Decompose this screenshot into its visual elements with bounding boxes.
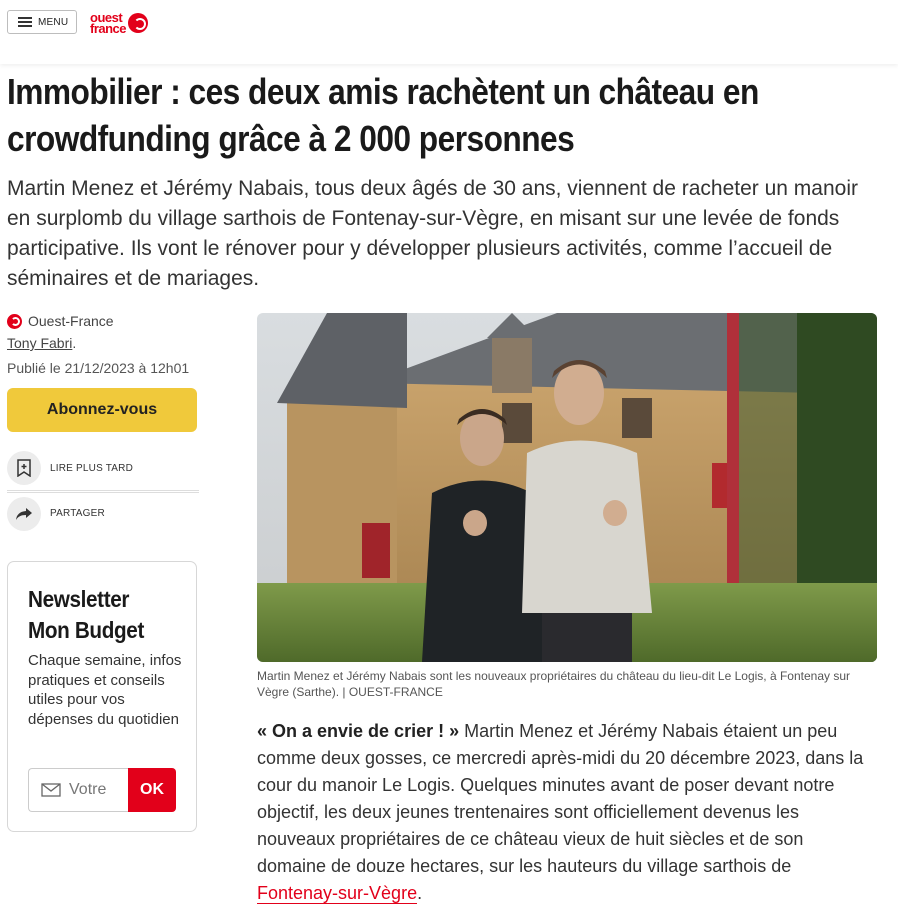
- bookmark-plus-icon: [7, 451, 41, 485]
- article-lede: Martin Menez et Jérémy Nabais, tous deux âgés de 30 ans, viennent de racheter un manoir en surplomb du village sarthois de Fontenay-sur-Vègre, en misant sur une levée de fonds participative. Ils vont le rénover pour y développer plusieurs activités, comme l’accueil de séminaires et de mariages.: [7, 177, 858, 290]
- article-title: Immobilier : ces deux amis rachètent un château en crowdfunding grâce à 2 000 personnes: [7, 71, 759, 159]
- newsletter-box: [7, 561, 197, 832]
- menu-label: MENU: [38, 16, 69, 28]
- body-text: Martin Menez et Jérémy Nabais étaient un peu comme deux gosses, ce mercredi après-midi du 20 décembre 2023, dans la cour du manoir Le Logis. Quelques minutes avant de poser devant notre objectif, les deux jeunes trentenaires sont officiellement devenus les nouveaux propriétaires de ce château vieux de huit siècles et de son domaine de douze hectares, sur les hauteurs du village sarthois de: [257, 721, 864, 876]
- menu-button[interactable]: [7, 10, 77, 34]
- logo-line-1: ouest: [90, 10, 123, 25]
- body-end: .: [417, 883, 423, 903]
- subscribe-button[interactable]: Abonnez-vous: [7, 388, 197, 432]
- chateau-photo-illustration: [257, 313, 877, 662]
- newsletter-submit-button[interactable]: OK: [128, 768, 176, 812]
- author-suffix: .: [72, 335, 77, 351]
- newsletter-form: [28, 768, 176, 812]
- logo-mark-icon: [128, 13, 148, 33]
- ouest-france-icon: [7, 314, 22, 329]
- hamburger-icon: [18, 17, 32, 27]
- read-later-label: LIRE PLUS TARD: [50, 462, 134, 474]
- email-placeholder: Votre: [69, 781, 107, 798]
- article-photo[interactable]: [257, 313, 877, 662]
- read-later-button[interactable]: [7, 447, 199, 489]
- publication-date: Publié le 21/12/2023 à 12h01: [7, 360, 190, 376]
- newsletter-email-input[interactable]: [28, 768, 128, 812]
- logo-line-2: france: [90, 21, 127, 36]
- share-button[interactable]: [7, 492, 199, 534]
- fontenay-link[interactable]: Fontenay-sur-Vègre: [257, 883, 418, 903]
- share-arrow-icon: [7, 497, 41, 531]
- source-name: Ouest-France: [28, 313, 114, 329]
- newsletter-title: Newsletter Mon Budget: [28, 586, 144, 643]
- site-header: [0, 0, 898, 64]
- photo-caption: Martin Menez et Jérémy Nabais sont les nouveaux propriétaires du château du lieu-dit Le Logis, à Fontenay sur Vègre (Sarthe). | OUEST-FRANCE: [257, 669, 850, 699]
- ouest-france-logo[interactable]: [90, 11, 148, 35]
- envelope-icon: [41, 783, 61, 797]
- author-link[interactable]: Tony Fabri: [7, 335, 73, 351]
- newsletter-description: Chaque semaine, infos pratiques et conseils utiles pour vos dépenses du quotidien: [28, 652, 182, 728]
- article-body-paragraph: [257, 718, 877, 907]
- body-quote: « On a envie de crier ! »: [257, 721, 460, 741]
- share-label: PARTAGER: [50, 508, 105, 519]
- article-source: [7, 313, 114, 329]
- action-divider: [7, 490, 199, 491]
- article-author: [7, 335, 76, 351]
